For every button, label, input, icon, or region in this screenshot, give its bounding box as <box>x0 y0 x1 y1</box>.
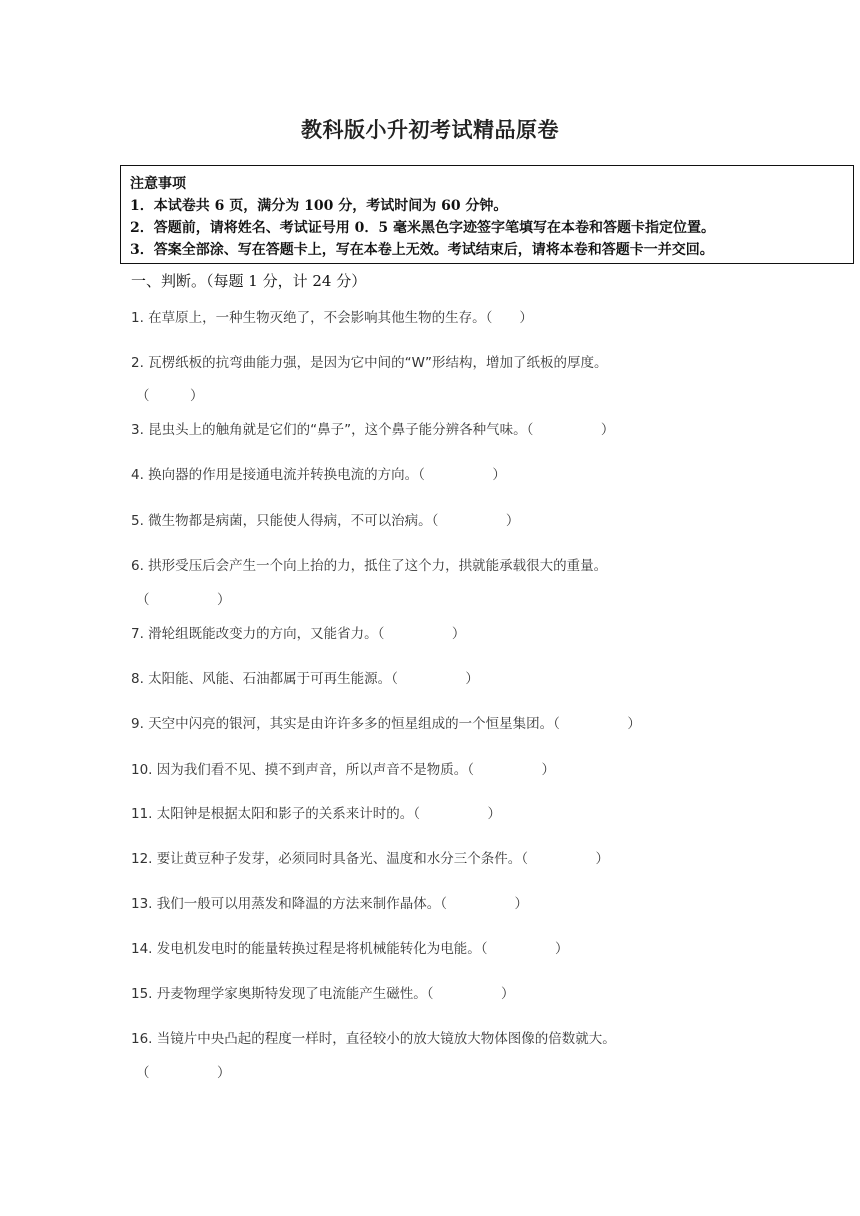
question-14 <box>131 937 569 957</box>
question-3 <box>131 418 614 438</box>
answer-blank: （ ） <box>431 513 520 529</box>
question-text: 13. 我们一般可以用蒸发和降温的方法来制作晶体。 <box>131 896 441 912</box>
answer-blank: （ ） <box>440 896 529 912</box>
question-15 <box>131 982 515 1002</box>
question-text: 1. 在草原上，一种生物灭绝了，不会影响其他生物的生存。 <box>131 310 486 326</box>
question-13 <box>131 892 528 912</box>
question-2-blank <box>136 384 204 404</box>
question-5 <box>131 509 519 529</box>
question-6 <box>131 554 607 574</box>
question-text: 15. 丹麦物理学家奥斯特发现了电流能产生磁性。 <box>131 986 427 1002</box>
answer-blank: （ ） <box>136 388 204 404</box>
section-heading: 一、判断。（每题 1 分，计 24 分） <box>131 272 367 290</box>
exam-title: 教科版小升初考试精品原卷 <box>301 118 559 142</box>
answer-blank: （ ） <box>377 626 466 642</box>
question-2 <box>131 351 608 371</box>
notice-item-2: 2．答题前，请将姓名、考试证号用 0．5 毫米黑色字迹签字笔填写在本卷和答题卡指定位置。 <box>130 220 715 236</box>
answer-blank: （ ） <box>136 592 231 608</box>
question-1 <box>131 306 533 326</box>
question-8 <box>131 667 479 687</box>
answer-blank: （ ） <box>485 310 533 326</box>
question-11 <box>131 802 501 822</box>
question-text: 3. 昆虫头上的触角就是它们的“鼻子”，这个鼻子能分辨各种气味。 <box>131 422 527 438</box>
answer-blank: （ ） <box>521 851 610 867</box>
question-text: 8. 太阳能、风能、石油都属于可再生能源。 <box>131 671 392 687</box>
answer-blank: （ ） <box>480 941 569 957</box>
answer-blank: （ ） <box>426 986 515 1002</box>
notice-item-3: 3．答案全部涂、写在答题卡上，写在本卷上无效。考试结束后，请将本卷和答题卡一并交回。 <box>130 242 714 258</box>
question-text: 6. 拱形受压后会产生一个向上抬的力，抵住了这个力，拱就能承载很大的重量。 <box>131 558 608 574</box>
answer-blank: （ ） <box>553 716 641 732</box>
question-4 <box>131 463 506 483</box>
answer-blank: （ ） <box>418 467 506 483</box>
answer-blank: （ ） <box>413 806 502 822</box>
question-12 <box>131 847 609 867</box>
question-text: 5. 微生物都是病菌，只能使人得病，不可以治病。 <box>131 513 432 529</box>
notice-box <box>120 165 854 264</box>
answer-blank: （ ） <box>391 671 479 687</box>
question-10 <box>131 758 555 778</box>
question-6-blank <box>136 588 231 608</box>
answer-blank: （ ） <box>467 762 556 778</box>
question-text: 2. 瓦楞纸板的抗弯曲能力强，是因为它中间的“W”形结构，增加了纸板的厚度。 <box>131 355 608 371</box>
question-text: 9. 天空中闪亮的银河，其实是由许许多多的恒星组成的一个恒星集团。 <box>131 716 554 732</box>
answer-blank: （ ） <box>526 422 615 438</box>
question-text: 11. 太阳钟是根据太阳和影子的关系来计时的。 <box>131 806 414 822</box>
answer-blank: （ ） <box>136 1065 231 1081</box>
question-7 <box>131 622 465 642</box>
question-text: 10. 因为我们看不见、摸不到声音，所以声音不是物质。 <box>131 762 468 778</box>
question-text: 4. 换向器的作用是接通电流并转换电流的方向。 <box>131 467 419 483</box>
question-text: 12. 要让黄豆种子发芽，必须同时具备光、温度和水分三个条件。 <box>131 851 522 867</box>
question-16-blank <box>136 1061 231 1081</box>
question-text: 7. 滑轮组既能改变力的方向，又能省力。 <box>131 626 378 642</box>
notice-item-1: 1．本试卷共 6 页，满分为 100 分，考试时间为 60 分钟。 <box>130 198 508 214</box>
question-text: 16. 当镜片中央凸起的程度一样时，直径较小的放大镜放大物体图像的倍数就大。 <box>131 1031 616 1047</box>
question-9 <box>131 712 641 732</box>
question-16 <box>131 1027 616 1047</box>
notice-heading: 注意事项 <box>130 176 186 192</box>
question-text: 14. 发电机发电时的能量转换过程是将机械能转化为电能。 <box>131 941 481 957</box>
